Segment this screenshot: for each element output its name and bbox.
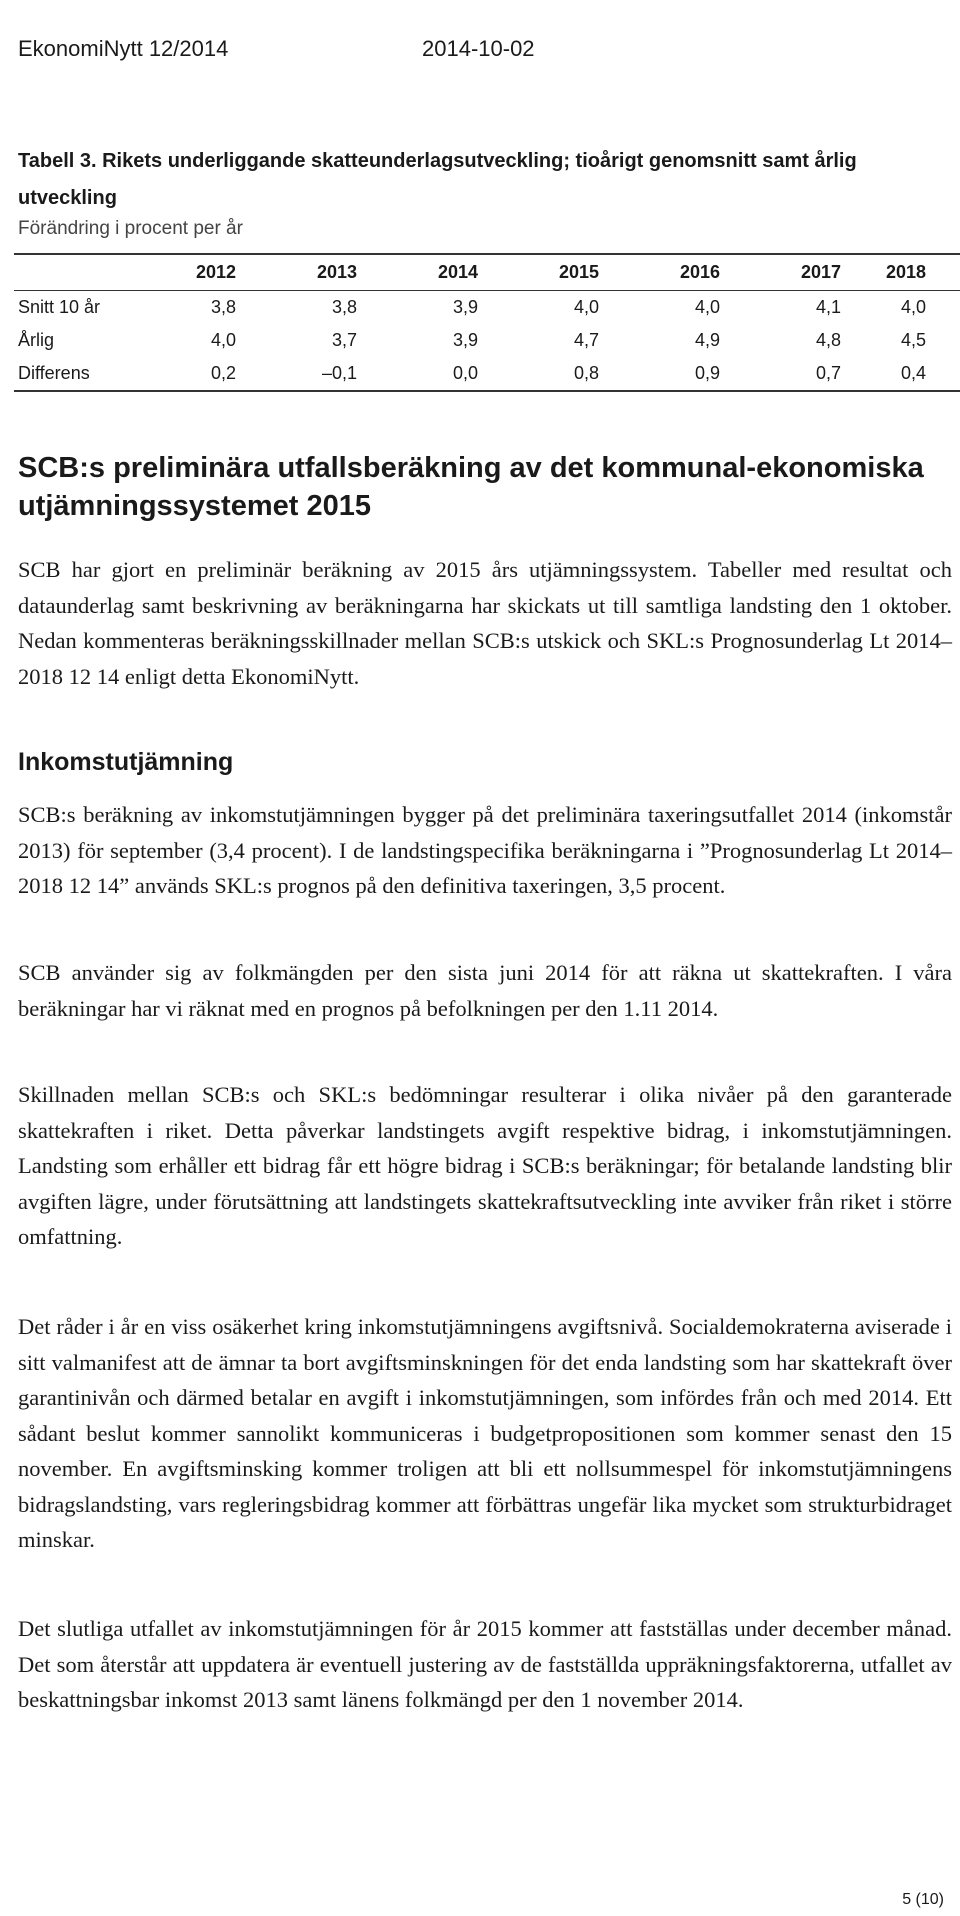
page-header [18,36,535,62]
table-cell: 4,7 [573,330,599,350]
section-intro-paragraph: SCB har gjort en preliminär beräkning av 2015 års utjämningssystem. Tabeller med resultat och dataunderlag samt beskrivning av beräkningarna har skickats ut till samtliga landsting den 1 oktober. Nedan kommenteras beräkningsskillnader mellan SCB:s utskick och SKL:s Prognosunderlag Lt 2014–2018 12 14 enligt detta EkonomiNytt. [18,557,952,689]
body-paragraph: SCB använder sig av folkmängden per den sista juni 2014 för att räkna ut skattekraften. I våra beräkningar har vi räknat med en prognos på befolkningen per den 1.11 2014. [18,960,952,1021]
table-cell: –0,1 [236,357,357,391]
page-number: 5 (10) [902,1891,944,1908]
row-label: Differens [14,357,136,391]
table-cell: 3,9 [452,297,478,317]
table-row [14,291,960,325]
table-subtitle: Förändring i procent per år [18,218,243,239]
table-cell: 0,4 [841,357,960,391]
body-paragraph: Skillnaden mellan SCB:s och SKL:s bedömningar resulterar i olika nivåer på den garanterade skattekraften i riket. Detta påverkar landstingets avgift respektive bidrag, i inkomstutjämningen. Landsting som erhåller ett bidrag får ett högre bidrag i SCB:s beräkningar; för betalande landsting blir avgiften lägre, under förutsättning att landstingets skattekraftsutveckling inte avviker från riket i större omfattning. [18,1082,952,1249]
table-cell: 0,7 [720,357,841,391]
body-paragraph: Det slutliga utfallet av inkomstutjämningen för år 2015 kommer att fastställas under december månad. Det som återstår att uppdatera är eventuell justering av de fastställda uppräkningsfaktorerna, utfallet av beskattningsbar inkomst 2013 samt länens folkmängd per den 1 november 2014. [18,1616,952,1712]
table-row [14,324,960,357]
table-cell: 3,9 [452,330,478,350]
table-cell: 3,8 [331,297,357,317]
table-cell: 4,0 [210,330,236,350]
tax-base-table [14,253,960,392]
column-header: 2018 [841,254,960,291]
table-cell: 0,0 [357,357,478,391]
row-label: Årlig [18,330,55,350]
table-cell: 4,1 [815,297,841,317]
section-heading: SCB:s preliminära utfallsberäkning av det kommunal-ekonomiska utjämningssystemet 2015 [18,452,924,522]
table-cell: 4,5 [900,330,926,350]
table-cell: 0,8 [478,357,599,391]
subsection-heading: Inkomstutjämning [18,748,234,776]
table-cell: 4,8 [815,330,841,350]
table-cell: 0,2 [136,357,236,391]
table-cell: 3,8 [210,297,236,317]
table-cell: 4,9 [694,330,720,350]
column-header: 2013 [236,254,357,291]
column-header: 2016 [599,254,720,291]
table-header-row [14,254,960,291]
table-cell: 4,0 [573,297,599,317]
table-title: Tabell 3. Rikets underliggande skatteunderlagsutveckling; tioårigt genomsnitt samt årlig utveckling [18,150,857,209]
column-header [14,254,136,291]
column-header: 2012 [136,254,236,291]
column-header: 2014 [357,254,478,291]
body-paragraph: SCB:s beräkning av inkomstutjämningen bygger på det preliminära taxeringsutfallet 2014 (inkomstår 2013) för september (3,4 procent). I de landstingspecifika beräkningarna i ”Prognosunderlag Lt 2014–2018 12 14” används SKL:s prognos på den definitiva taxeringen, 3,5 procent. [18,802,952,898]
table-cell: 4,0 [694,297,720,317]
table-row [14,357,960,391]
publication-date: 2014-10-02 [422,36,535,61]
column-header: 2015 [478,254,599,291]
table-cell: 3,7 [331,330,357,350]
column-header: 2017 [720,254,841,291]
row-label: Snitt 10 år [18,297,101,317]
table-cell: 0,9 [599,357,720,391]
table-cell: 4,0 [900,297,926,317]
publication-name: EkonomiNytt 12/2014 [18,36,229,61]
body-paragraph: Det råder i år en viss osäkerhet kring inkomstutjämningens avgiftsnivå. Socialdemokraterna aviserade i sitt valmanifest att de ämnar ta bort avgiftsminskningen för det enda landsting som har skattekraft över garantinivån och därmed betalar en avgift i inkomstutjämningen, som infördes från och med 2014. Ett sådant beslut kommer sannolikt kommuniceras i budgetpropositionen som kommer senast den 15 november. En avgiftsminsking kommer troligen att bli ett nollsummespel för inkomstutjämningens bidragslandsting, vars regleringsbidrag kommer att förbättras ungefär lika mycket som strukturbidraget minskar. [18,1314,952,1552]
